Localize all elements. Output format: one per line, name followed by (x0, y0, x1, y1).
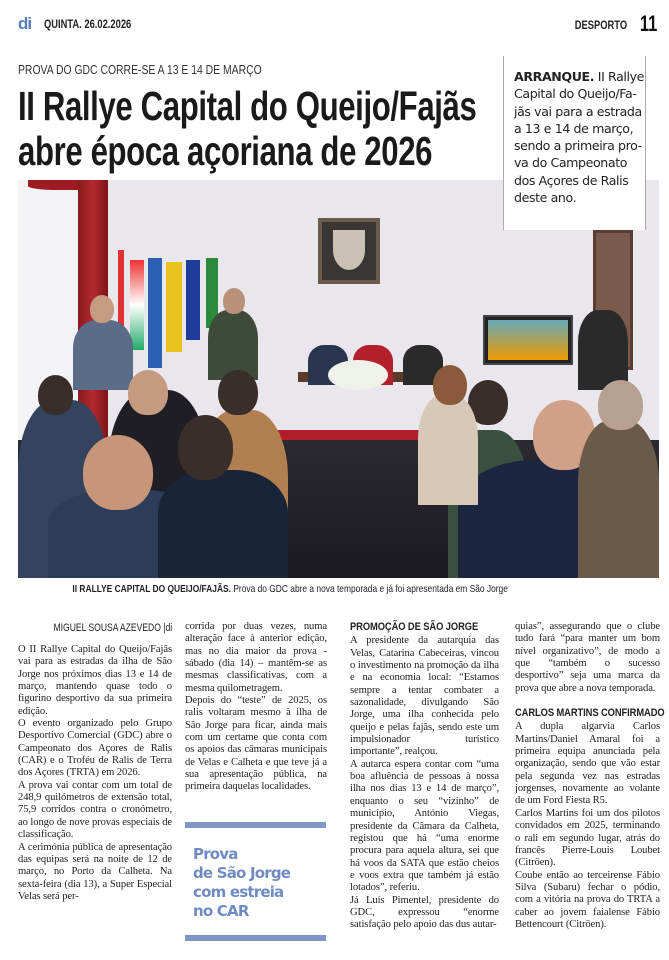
article-kicker: PROVA DO GDC CORRE-SE A 13 E 14 DE MARÇO (18, 62, 262, 77)
paragraph: quias”, assegurando que o clube tudo fará “para manter um bom nível organizativo”, de modo a que “também o sucesso desportivo” seja uma marca da prova que abre a nova temporada. (515, 621, 660, 694)
pullquote-bottom-bar (185, 935, 326, 941)
pullquote-line: Prova (193, 845, 238, 863)
pullquote-line: no CAR (193, 902, 249, 920)
paragraph: A prova vai contar com um total de 248,9 quilómetros de extensão total, 75,9 corridos contra o cronómetro, ao longo de nove provas especiais de classificação. (18, 779, 172, 841)
column-1 (18, 644, 172, 903)
headline-line-2: abre época açoriana de 2026 (18, 128, 433, 174)
paragraph: O II Rallye Capital do Queijo/Fajãs vai para as estradas da ilha de São Jorge nos próximos dias 13 e 14 de março, mantendo quase todo o figurino desportivo da sua primeira edição. (18, 644, 172, 717)
column-3 (350, 621, 499, 932)
article-headline (18, 84, 489, 174)
paragraph: A dupla algarvia Carlos Martins/Daniel Amaral foi a primeira equipa anunciada pela organização, sendo que vão estar pela segunda vez nas estradas jorgenses, novamente ao volante de um Ford Fiesta R5. (515, 721, 660, 807)
photo-caption (72, 583, 507, 595)
paragraph: Já Luís Pimentel, presidente do GDC, expressou “enorme satisfação pelo apoio das dus autar- (350, 894, 499, 931)
paragraph: O evento organizado pelo Grupo Desportivo Comercial (GDC) abre o Campeonato dos Açores de Ralis (CAR) e o Troféu de Ralis de Terra dos Açores (TRTA) em 2026. (18, 718, 172, 779)
pullquote-top-bar (185, 822, 326, 828)
section-name: DESPORTO (574, 18, 627, 32)
article-photo (18, 180, 659, 578)
lead-text: II Rallye Capital do Queijo/Fa-jãs vai para a estrada a 13 e 14 de março, sendo a primeira pro-va do Campeonato dos Açores de Ralis deste ano. (514, 69, 644, 206)
paragraph: corrida por duas vezes, numa alteração face à anterior edição, mas no dia maior da prova - sábado (dia 14) – mantêm-se as mesmas classificativas, com a mesma quilometragem. (185, 621, 327, 694)
pullquote (193, 845, 290, 921)
newspaper-logo: di (18, 14, 32, 33)
headline-line-1: II Rallye Capital do Queijo/Fajãs (18, 83, 477, 129)
subhead-carlos-martins: CARLOS MARTINS CONFIRMADO (515, 707, 665, 720)
lead-label: ARRANQUE. (514, 69, 595, 84)
lead-box (503, 56, 646, 230)
caption-label: II RALLYE CAPITAL DO QUEIJO/FAJÃS. (72, 583, 231, 595)
issue-date: QUINTA. 26.02.2026 (44, 17, 132, 31)
paragraph: A presidente da autarquia das Velas, Catarina Cabeceiras, vincou o investimento na promoção da ilha e na economia local: “Estamos sempre a tentar combater a sazonalidade, divulgando São Jorge, uma ilha conhecida pelo queijo e pelas fajãs, sendo este um impulsionador turístico importante”, realçou. (350, 635, 499, 758)
pullquote-line: de São Jorge (193, 864, 291, 882)
pullquote-line: com estreia (193, 883, 284, 901)
paragraph: Coube então ao terceirense Fábio Silva (Subaru) fechar o pódio, com a vitória na prova do TRTA a caber ao jovem faialense Fábio Bettencourt (Citröen). (515, 869, 660, 930)
column-4 (515, 621, 665, 931)
page-number: 11 (639, 11, 657, 36)
paragraph: Depois do “teste” de 2025, os ralis voltaram mesmo à ilha de São Jorge para ficar, ainda mais com um certame que conta com os apoios das câmaras municipais de Velas e Calheta e que teve já a sua apresentação pública, na primeira daquelas localidades. (185, 695, 327, 793)
byline: MIGUEL SOUSA AZEVEDO |di (53, 622, 172, 634)
subhead-promocao: PROMOÇÃO DE SÃO JORGE (350, 621, 479, 633)
column-2 (185, 621, 327, 794)
paragraph: A autarca espera contar com “uma boa afluência de pessoas à nossa ilha nos dias 13 e 14 de março”, enquanto o seu “vizinho” de município, António Viegas, presidente da Câmara da Calheta, registou que há “uma enorme procura para aquela altura, sei que há voos da SATA que estão cheios e voos extra que também já estão lotados”, referiu. (350, 758, 499, 894)
paragraph: Carlos Martins foi um dos pilotos convidados em 2025, terminando o rali em segundo lugar, atrás do francês Pierre-Louis Loubet (Citröen). (515, 807, 660, 869)
caption-text: Prova do GDC abre a nova temporada e já foi apresentada em São Jorge (230, 583, 508, 595)
paragraph: A cerimónia pública de apresentação das equipas será na noite de 12 de março, no Porto da Calheta. Na sexta-feira (dia 13), a Super Especial Velas será per- (18, 841, 172, 902)
